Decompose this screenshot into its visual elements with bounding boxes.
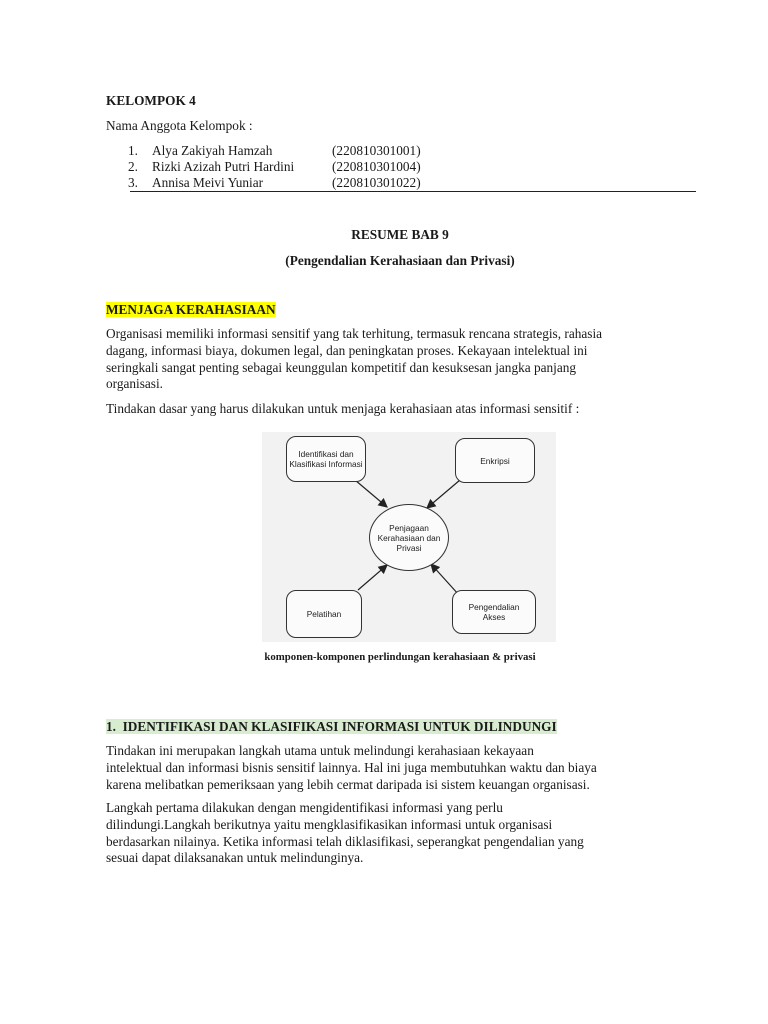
section-heading bbox=[106, 719, 557, 736]
group-title: KELOMPOK 4 bbox=[106, 93, 196, 108]
member-name: Alya Zakiyah Hamzah bbox=[152, 143, 273, 158]
node-pengendalian-akses: Pengendalian Akses bbox=[452, 590, 536, 634]
node-enkripsi: Enkripsi bbox=[455, 438, 535, 483]
member-id: (220810301001) bbox=[332, 143, 421, 158]
node-identifikasi: Identifikasi dan Klasifikasi Informasi bbox=[286, 436, 366, 482]
arrow bbox=[431, 564, 459, 595]
member-id: (220810301004) bbox=[332, 159, 421, 174]
header-divider bbox=[130, 191, 696, 192]
member-num: 2. bbox=[128, 159, 138, 174]
diagram bbox=[262, 432, 556, 642]
members-label: Nama Anggota Kelompok : bbox=[106, 118, 253, 133]
paragraph: Tindakan dasar yang harus dilakukan untuk menjaga kerahasiaan atas informasi sensitif : bbox=[106, 401, 580, 416]
paragraph: Tindakan ini merupakan langkah utama untuk melindungi kerahasiaan kekayaan intelektual dan informasi bisnis sensitif lainnya. Hal ini juga membutuhkan waktu dan biaya karena melibatkan pemeriksaan yang lebih cermat daripada isi sistem keuangan organisasi. bbox=[106, 743, 597, 792]
member-num: 3. bbox=[128, 175, 138, 190]
paragraph: Langkah pertama dilakukan dengan mengidentifikasi informasi yang perlu dilindungi.Langkah berikutnya yaitu mengklasifikasikan informasi untuk organisasi berdasarkan nilainya. Ketika informasi telah diklasifikasi, seperangkat pengendalian yang sesuai dapat dilaksanakan untuk melindunginya. bbox=[106, 800, 584, 866]
arrow bbox=[427, 480, 460, 508]
paragraph: Organisasi memiliki informasi sensitif yang tak terhitung, termasuk rencana strategis, rahasia dagang, informasi biaya, dokumen legal, dan peningkatan proses. Kekayaan intelektual ini seringkali sangat penting sebagai keunggulan kompetitif dan kesuksesan jangka panjang organisasi. bbox=[106, 326, 603, 392]
section-heading-text: MENJAGA KERAHASIAAN bbox=[106, 302, 276, 317]
arrow bbox=[355, 480, 387, 507]
node-pelatihan: Pelatihan bbox=[286, 590, 362, 638]
page-title: RESUME BAB 9 bbox=[351, 227, 449, 242]
page-subtitle: (Pengendalian Kerahasiaan dan Privasi) bbox=[285, 253, 515, 268]
section-heading-text: 1. IDENTIFIKASI DAN KLASIFIKASI INFORMASI UNTUK DILINDUNGI bbox=[106, 719, 557, 734]
section-heading bbox=[106, 302, 276, 319]
figure-caption: komponen-komponen perlindungan kerahasiaan & privasi bbox=[264, 651, 536, 663]
member-name: Annisa Meivi Yuniar bbox=[152, 175, 264, 190]
member-id: (220810301022) bbox=[332, 175, 421, 190]
node-center: Penjagaan Kerahasiaan dan Privasi bbox=[369, 504, 449, 571]
member-name: Rizki Azizah Putri Hardini bbox=[152, 159, 295, 174]
arrow bbox=[358, 565, 387, 590]
member-num: 1. bbox=[128, 143, 138, 158]
